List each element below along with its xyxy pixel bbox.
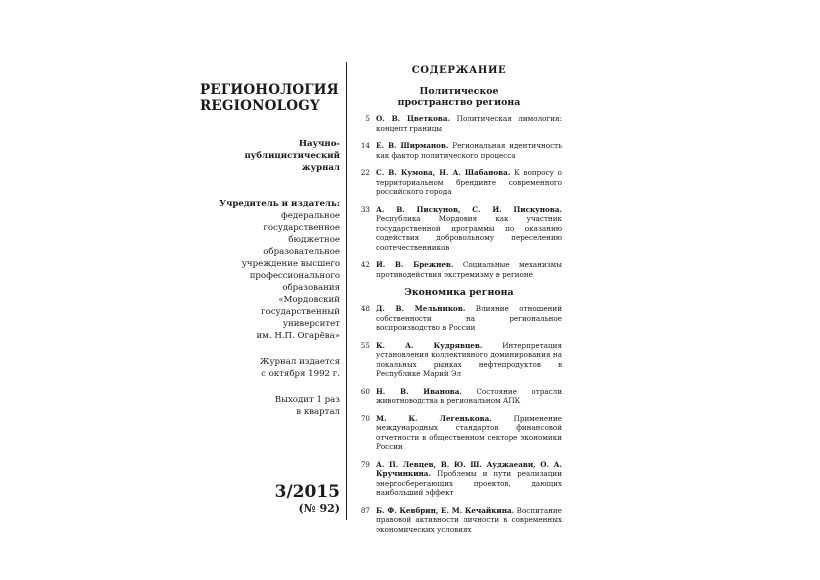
founder-line: «Мордовский [278,295,340,305]
entry-title: Интерпретация установления коллективного доминирования на локальных рынках нефтепродуктов в Республике Марий Эл [376,340,562,378]
subtitle-line: журнал [301,163,340,173]
entry-authors: А. В. Пискунов, С. И. Пискунова. [376,204,562,214]
entry-title: Проблемы и пути реализации энергосберегающих проектов, дающих наибольший эффект [376,469,562,497]
subtitle-line: Научно- [298,139,340,149]
entry-authors: К. А. Кудрявцев. [376,340,483,350]
entry-page-number: 55 [360,340,370,350]
entry-text [376,205,562,253]
contents-entry[interactable] [356,341,562,379]
entry-text [376,414,562,452]
founder-label: Учредитель и издатель: [219,199,340,209]
journal-info-column [200,82,340,418]
issue-info [200,482,340,516]
published-line: с октября 1992 г. [261,369,340,379]
entry-page-number: 70 [360,413,370,423]
contents-entry[interactable] [356,260,562,279]
entry-text [376,114,562,133]
entry-authors: Б. Ф. Кевбрин, Е. М. Кечайкина. [376,505,515,515]
contents-heading: СОДЕРЖАНИЕ [411,65,507,76]
journal-title-ru: РЕГИОНОЛОГИЯ [200,82,339,98]
contents-entry[interactable] [356,168,562,197]
published-line: Журнал издается [259,357,340,367]
column-divider [346,62,347,520]
contents-entry[interactable] [356,414,562,452]
entry-page-number: 5 [365,114,370,123]
section-heading [356,86,562,108]
founder-block [200,198,340,342]
founder-line: бюджетное [288,235,340,245]
entry-authors: С. В. Кумова, Н. А. Шабанова. [376,168,511,177]
founder-line: учреждение высшего [241,259,340,269]
contents-entry[interactable] [356,141,562,160]
section-heading-line: Экономика региона [404,287,514,298]
founder-lines [200,210,340,342]
contents-entry[interactable] [356,205,562,253]
frequency-line: в квартал [296,407,340,417]
founder-line: университет [282,319,340,329]
entry-authors: О. В. Цветкова. [376,114,451,123]
entry-authors: Н. В. Иванова. [376,386,462,396]
entry-page-number: 48 [360,304,370,313]
journal-title-en: REGIONOLOGY [200,98,320,114]
entry-authors: А. П. Левцев, В. Ю. Ш. Ауджаеави, О. А. Кручинкина. [376,459,562,478]
entry-authors: Д. В. Мельников. [376,304,466,313]
section-heading-line: пространство региона [397,97,521,108]
entry-page-number: 33 [360,204,370,214]
entry-authors: И. В. Брежнев. [376,260,454,269]
founder-line: государственное [263,223,340,233]
journal-title [200,82,340,114]
entry-text [376,141,562,160]
entry-title: Воспитание правовой активности личности в современных экономических условиях [376,505,562,534]
contents-sections [356,86,562,534]
contents-entry[interactable] [356,114,562,133]
entry-text [376,260,562,279]
founder-line: образования [282,283,340,293]
founder-line: профессионального [249,271,340,281]
entry-title: Социальные механизмы противодействия экстремизму в регионе [376,260,562,279]
publication-frequency [200,394,340,418]
entry-page-number: 14 [360,141,370,150]
entry-page-number: 22 [360,168,370,177]
entry-text [376,506,562,535]
entry-text [376,168,562,197]
entry-page-number: 87 [360,505,370,515]
founder-line: государственный [261,307,340,317]
subtitle-line: публицистический [244,151,340,161]
entry-title: Региональная идентичность как фактор политического процесса [376,141,562,160]
entry-title: Состояние отрасли животноводства в региональном АПК [376,386,563,405]
entry-text [376,304,562,333]
entry-text [376,460,562,498]
journal-subtitle [200,138,340,174]
contents-entry[interactable] [356,460,562,498]
entry-title: К вопросу о территориальном брендинге современного российского города [376,168,562,196]
entry-title: Политическая лимология: концепт границы [376,114,563,133]
entry-page-number: 79 [360,459,370,469]
section-heading-line: Политическое [419,86,499,97]
entry-page-number: 60 [360,386,370,396]
founder-line: образовательное [263,247,340,257]
founder-line: им. Н.П. Огарёва» [256,331,340,341]
frequency-line: Выходит 1 раз [274,395,340,405]
published-since [200,356,340,380]
table-of-contents [356,64,562,542]
issue-total-number: (№ 92) [298,502,340,515]
issue-number: 3/2015 [274,482,340,502]
entry-authors: Е. В. Ширманов. [376,141,449,150]
entry-page-number: 42 [360,260,370,269]
entry-title: Влияние отношений собственности на региональное воспроизводство в России [376,304,562,332]
founder-line: федеральное [281,211,340,221]
contents-entry[interactable] [356,387,562,406]
entry-text [376,341,562,379]
contents-entry[interactable] [356,506,562,535]
entry-text [376,387,562,406]
contents-entry[interactable] [356,304,562,333]
entry-authors: М. К. Легенькова. [376,413,492,423]
entry-title: Применение международных стандартов финансовой отчетности в общественном секторе экономики России [376,413,562,451]
section-heading [356,287,562,298]
entry-title: Республика Мордовия как участник государственной программы по оказанию содействия добровольному переселению соотечественников [376,214,562,252]
